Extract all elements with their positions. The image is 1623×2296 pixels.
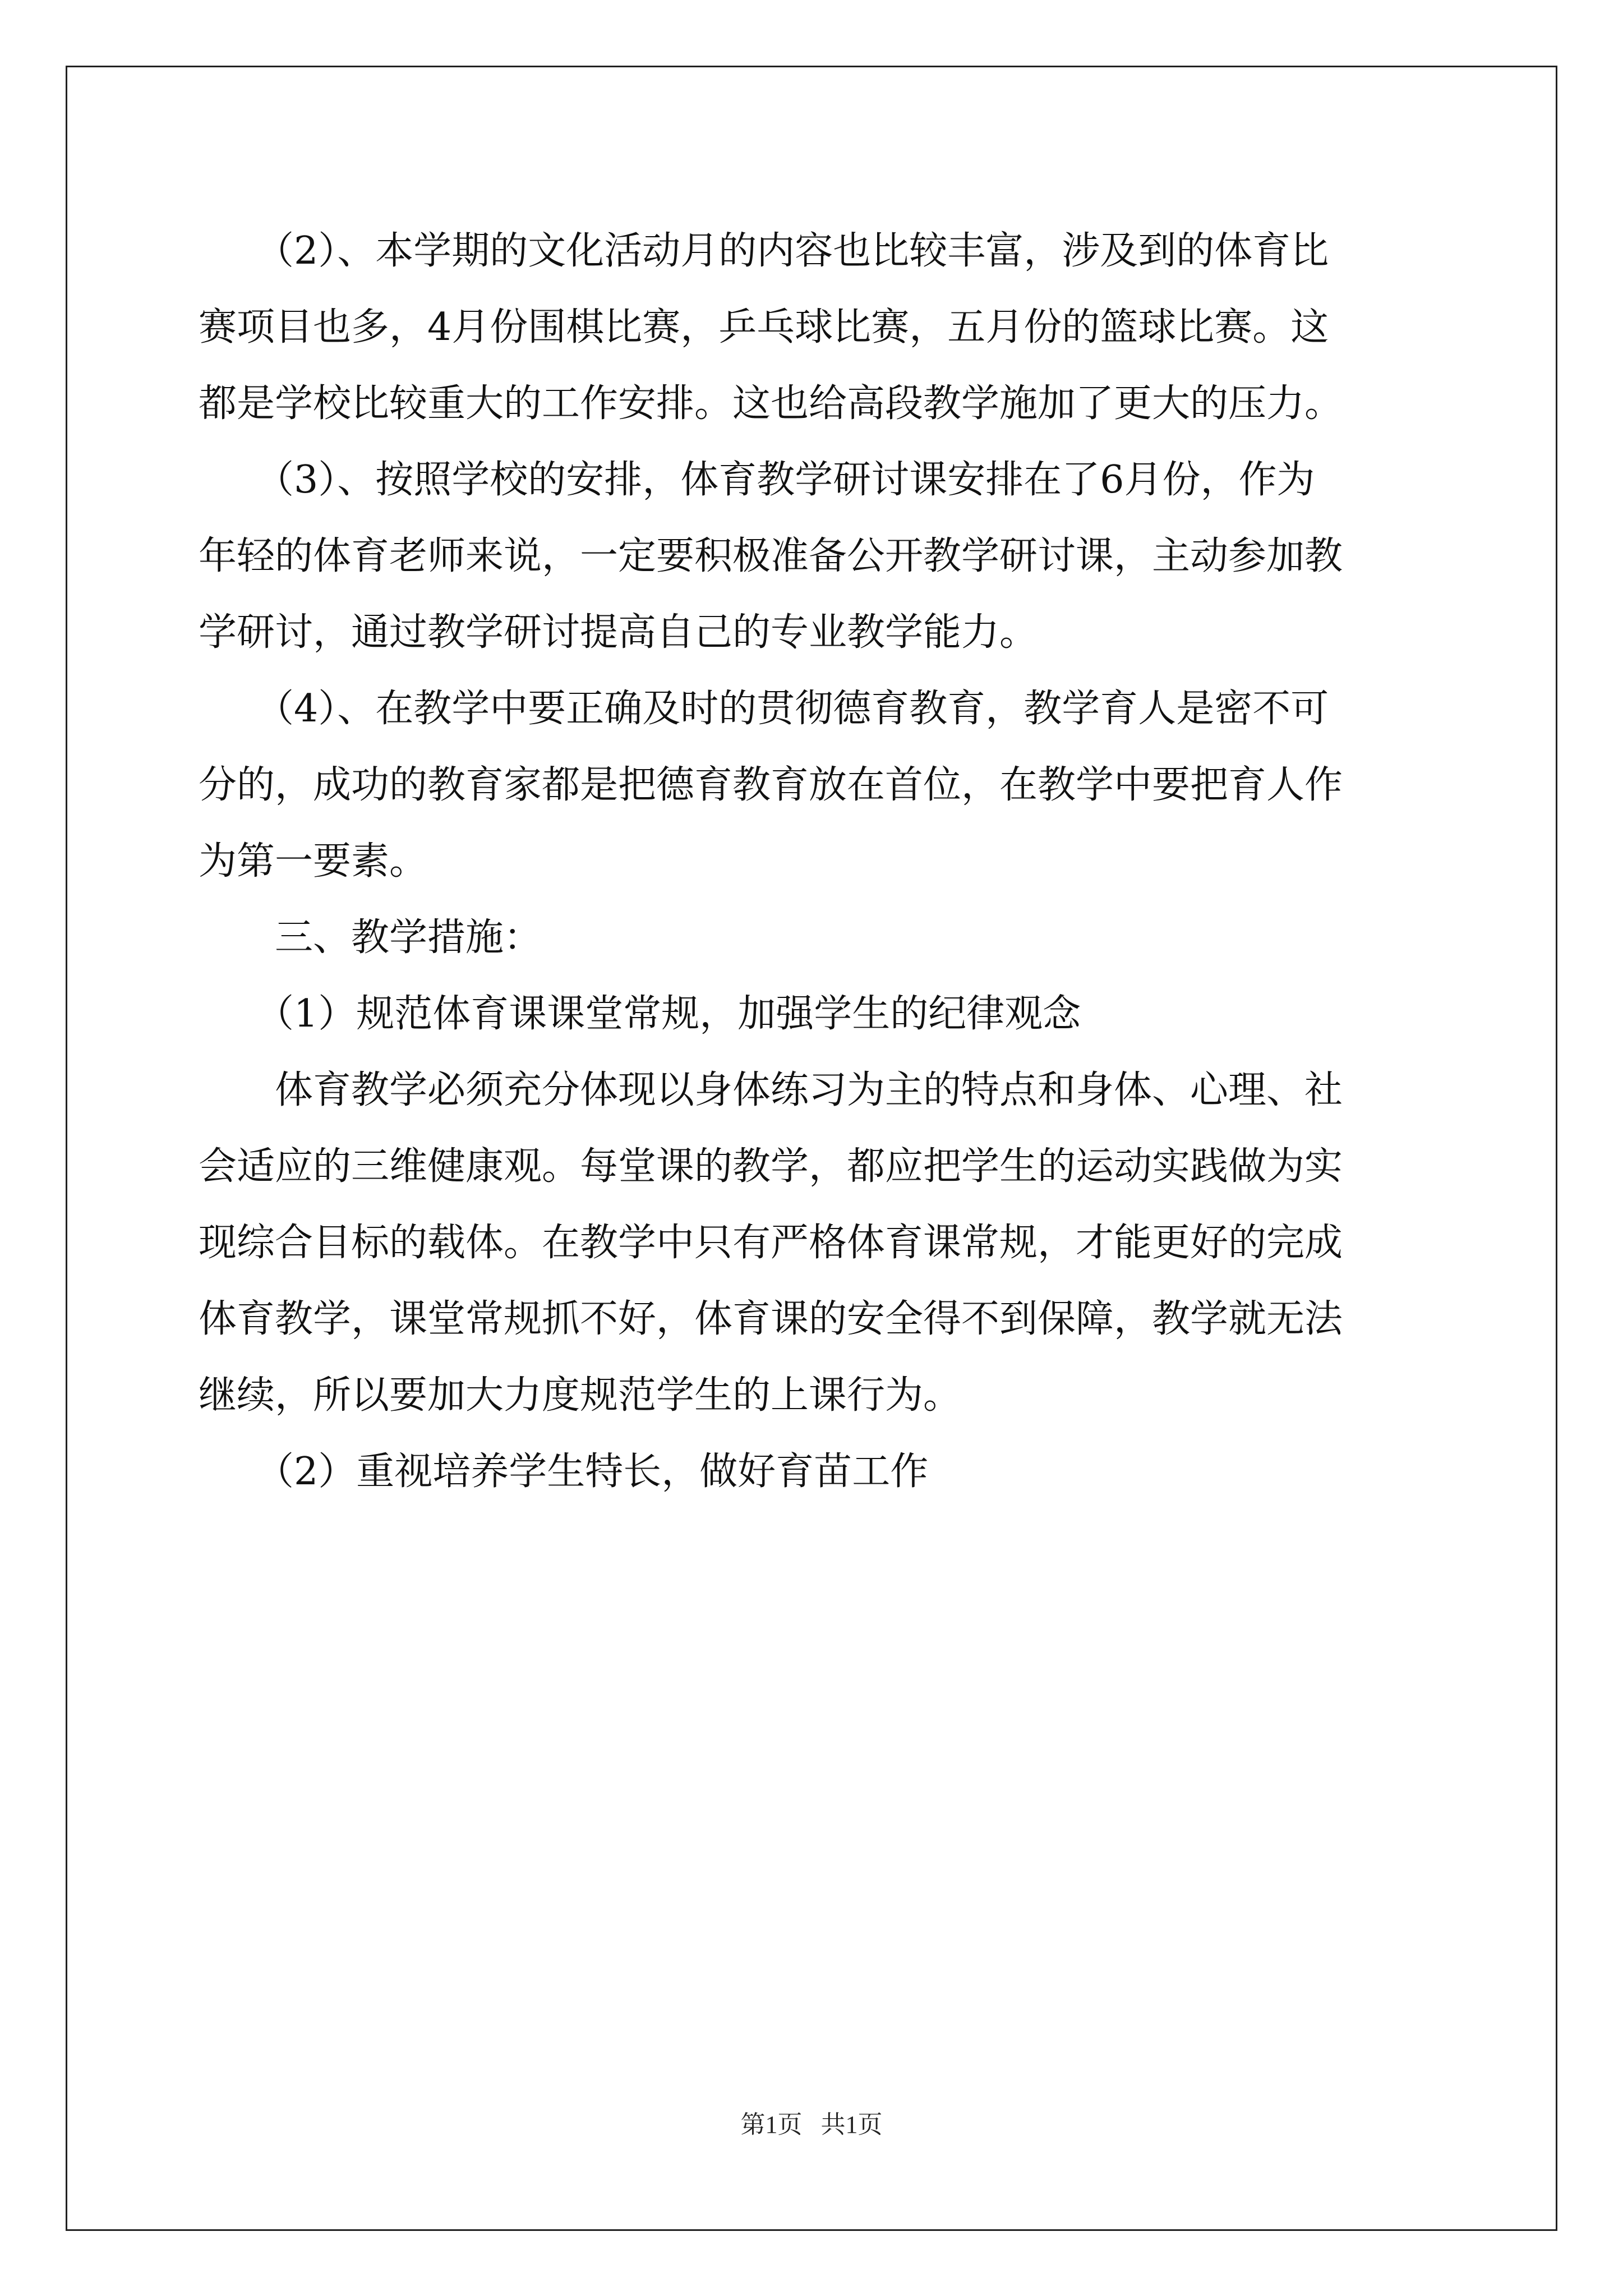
text-line: 赛项目也多，4月份围棋比赛，乒乓球比赛，五月份的篮球比赛。这: [199, 305, 1329, 349]
subsection-heading: （2）重视培养学生特长，做好育苗工作: [199, 1450, 929, 1494]
text-line: 继续，所以要加大力度规范学生的上课行为。: [199, 1373, 962, 1418]
document-body: [199, 213, 1427, 1510]
section-heading: 三、教学措施：: [199, 915, 542, 960]
text-line: 会适应的三维健康观。每堂课的教学，都应把学生的运动实践做为实: [199, 1144, 1343, 1189]
text-line: 现综合目标的载体。在教学中只有严格体育课常规，才能更好的完成: [199, 1221, 1343, 1265]
text-line: 年轻的体育老师来说，一定要积极准备公开教学研讨课，主动参加教: [199, 534, 1343, 578]
text-line: 体育教学，课堂常规抓不好，体育课的安全得不到保障，教学就无法: [199, 1297, 1343, 1341]
subsection-heading: （1）规范体育课课堂常规，加强学生的纪律观念: [199, 992, 1081, 1036]
text-line: （4）、在教学中要正确及时的贯彻德育教育，教学育人是密不可: [199, 687, 1329, 731]
text-line: （2）、本学期的文化活动月的内容也比较丰富，涉及到的体育比: [199, 229, 1329, 273]
text-line: 体育教学必须充分体现以身体练习为主的特点和身体、心理、社: [199, 1068, 1343, 1112]
text-line: 都是学校比较重大的工作安排。这也给高段教学施加了更大的压力。: [199, 381, 1343, 426]
text-line: 分的，成功的教育家都是把德育教育放在首位，在教学中要把育人作: [199, 763, 1343, 807]
text-line: 为第一要素。: [199, 839, 428, 884]
text-line: 学研讨，通过教学研讨提高自己的专业教学能力。: [199, 610, 1038, 655]
page-footer: 第1页 共1页: [740, 2111, 883, 2138]
text-line: （3）、按照学校的安排，体育教学研讨课安排在了6月份，作为: [199, 458, 1315, 502]
